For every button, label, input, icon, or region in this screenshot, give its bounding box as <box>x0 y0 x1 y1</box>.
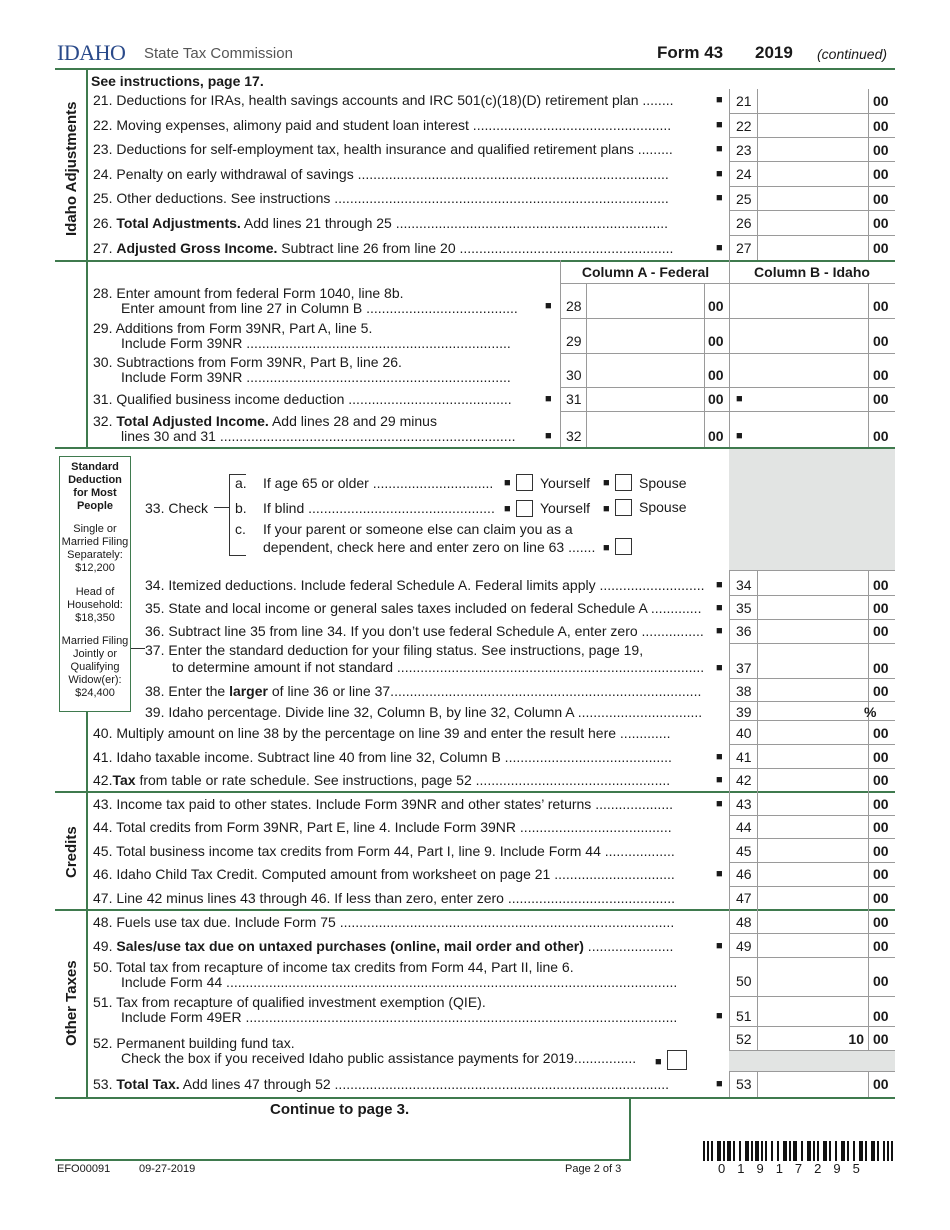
line-39: 39. Idaho percentage. Divide line 32, Column B, by line 32, Column A ................................ <box>145 704 703 720</box>
agency-name: State Tax Commission <box>144 45 293 62</box>
box-47: 47 <box>736 890 752 906</box>
cents-43: 00 <box>873 796 889 812</box>
box-31: 31 <box>566 391 582 407</box>
cents-23: 00 <box>873 142 889 158</box>
form-date: 09-27-2019 <box>139 1163 196 1175</box>
idaho-logo: IDAHO <box>57 40 126 65</box>
section-label-other-taxes: Other Taxes <box>63 960 80 1046</box>
column-b-header: Column B - Idaho <box>754 264 870 280</box>
box-46: 46 <box>736 866 752 882</box>
line-37: 37. Enter the standard deduction for your filing status. See instructions, page 19, <box>145 642 644 658</box>
checkbox-52-public-assistance[interactable] <box>667 1050 687 1070</box>
line-33: 33. Check <box>145 500 209 516</box>
amount-31a-input[interactable] <box>588 389 702 409</box>
amount-45-input[interactable] <box>759 840 867 861</box>
amount-34-input[interactable] <box>759 572 867 594</box>
amount-46-input[interactable] <box>759 864 867 885</box>
box-53: 53 <box>736 1076 752 1092</box>
cents-32b: 00 <box>873 428 889 444</box>
box-36: 36 <box>736 623 752 639</box>
line-28: 28. Enter amount from federal Form 1040, line 8b. <box>93 285 404 301</box>
cents-30a: 00 <box>708 367 724 383</box>
line-29: 29. Additions from Form 39NR, Part A, line 5. <box>93 320 373 336</box>
box-24: 24 <box>736 166 752 182</box>
barcode-digits: 01917295 <box>718 1161 872 1176</box>
amount-29a-input[interactable] <box>588 320 702 351</box>
cents-24: 00 <box>873 166 889 182</box>
box-29: 29 <box>566 333 582 349</box>
line-41: 41. Idaho taxable income. Subtract line 40 from line 32, Column B ........................................... <box>93 749 672 765</box>
box-38: 38 <box>736 683 752 699</box>
amount-28b-input[interactable] <box>731 285 866 316</box>
amount-43-input[interactable] <box>759 793 867 814</box>
box-27: 27 <box>736 240 752 256</box>
checkbox-33b-yourself[interactable] <box>516 500 533 517</box>
box-28: 28 <box>566 298 582 314</box>
column-a-header: Column A - Federal <box>581 264 710 280</box>
amount-42-input[interactable] <box>759 770 867 790</box>
cents-52: 00 <box>873 1031 889 1047</box>
line-50-cont: Include Form 44 .................................................................................................................... <box>121 974 678 990</box>
cents-21: 00 <box>873 93 889 109</box>
cents-49: 00 <box>873 938 889 954</box>
line-32-cont: lines 30 and 31 ............................................................................ <box>121 428 516 444</box>
box-50: 50 <box>736 973 752 989</box>
cents-44: 00 <box>873 819 889 835</box>
line-32: 32. Total Adjusted Income. Add lines 28 and 29 minus <box>93 413 437 429</box>
cents-47: 00 <box>873 890 889 906</box>
cents-46: 00 <box>873 866 889 882</box>
line-38: 38. Enter the larger of line 36 or line 37................................................................................ <box>145 683 702 699</box>
box-45: 45 <box>736 843 752 859</box>
std-single: Single or Married Filing Separately: $12,200 <box>61 523 129 574</box>
amount-51-input[interactable] <box>759 998 867 1025</box>
line-44: 44. Total credits from Form 39NR, Part E, line 4. Include Form 39NR ....................................... <box>93 819 672 835</box>
form-code: EFO00091 <box>57 1163 111 1175</box>
line-23: 23. Deductions for self-employment tax, health insurance and qualified retirement plans ......... <box>93 141 673 157</box>
line-51: 51. Tax from recapture of qualified investment exemption (QIE). <box>93 994 486 1010</box>
box-52: 52 <box>736 1031 752 1047</box>
line-43: 43. Income tax paid to other states. Include Form 39NR and other states’ returns .................... <box>93 796 673 812</box>
box-49: 49 <box>736 938 752 954</box>
cents-38: 00 <box>873 683 889 699</box>
checkbox-33a-yourself[interactable] <box>516 474 533 491</box>
line-50: 50. Total tax from recapture of income tax credits from Form 44, Part II, line 6. <box>93 959 574 975</box>
line-21: 21. Deductions for IRAs, health savings accounts and IRC 501(c)(18)(D) retirement plan ........ <box>93 92 674 108</box>
line-27: 27. Adjusted Gross Income. Subtract line 26 from line 20 ....................................................... <box>93 240 674 256</box>
line-24: 24. Penalty on early withdrawal of savings ................................................................................ <box>93 166 669 182</box>
cents-31a: 00 <box>708 391 724 407</box>
line-33c-letter: c. <box>235 521 246 537</box>
barcode-icon <box>703 1141 893 1161</box>
line-53: 53. Total Tax. Add lines 47 through 52 ...................................................................................... <box>93 1076 670 1092</box>
cents-30b: 00 <box>873 367 889 383</box>
line-51-cont: Include Form 49ER ............................................................................................................... <box>121 1009 678 1025</box>
amount-27-input[interactable] <box>759 236 867 258</box>
continue-text: Continue to page 3. <box>270 1101 410 1118</box>
box-37: 37 <box>736 660 752 676</box>
cents-28a: 00 <box>708 298 724 314</box>
line-33b-text: If blind ................................................ <box>263 500 495 516</box>
line-33c-text-cont: dependent, check here and enter zero on line 63 ....... <box>263 539 596 555</box>
line-35: 35. State and local income or general sales taxes included on federal Schedule A ............. <box>145 600 702 616</box>
box-34: 34 <box>736 577 752 593</box>
amount-47-input[interactable] <box>759 888 867 908</box>
cents-25: 00 <box>873 191 889 207</box>
line-42: 42.Tax from table or rate schedule. See instructions, page 52 .................................................. <box>93 772 671 788</box>
amount-30a-input[interactable] <box>588 355 702 385</box>
cents-29b: 00 <box>873 333 889 349</box>
std-head-of-household: Head of Household: $18,350 <box>67 586 123 624</box>
cents-48: 00 <box>873 914 889 930</box>
cents-37: 00 <box>873 660 889 676</box>
box-42: 42 <box>736 772 752 788</box>
box-51: 51 <box>736 1008 752 1024</box>
amount-50-input[interactable] <box>759 959 867 995</box>
amount-32b-input[interactable] <box>748 413 866 445</box>
checkbox-33a-spouse[interactable] <box>615 474 632 491</box>
cents-53: 00 <box>873 1076 889 1092</box>
page-number: Page 2 of 3 <box>565 1163 622 1175</box>
amount-48-input[interactable] <box>759 911 867 932</box>
box-39: 39 <box>736 704 752 720</box>
line-37-cont: to determine amount if not standard ............................................................................... <box>172 659 705 675</box>
checkbox-33b-spouse[interactable] <box>615 499 632 516</box>
shaded-area-52 <box>729 1051 895 1071</box>
box-30: 30 <box>566 367 582 383</box>
box-41: 41 <box>736 749 752 765</box>
amount-26-input[interactable] <box>759 211 867 233</box>
line-30-cont: Include Form 39NR .................................................................... <box>121 369 511 385</box>
amount-49-input[interactable] <box>759 935 867 956</box>
amount-22-input[interactable] <box>759 114 867 136</box>
box-22: 22 <box>736 118 752 134</box>
std-married-joint: Married Filing Jointly or Qualifying Widow(er): $24,400 <box>61 635 129 699</box>
box-23: 23 <box>736 142 752 158</box>
line-40: 40. Multiply amount on line 38 by the percentage on line 39 and enter the result here ............. <box>93 725 671 741</box>
amount-38-input[interactable] <box>759 680 867 700</box>
shaded-area-33 <box>729 449 895 570</box>
amount-28a-input[interactable] <box>588 285 702 316</box>
box-32: 32 <box>566 428 582 444</box>
box-35: 35 <box>736 600 752 616</box>
amount-52-value: 10 <box>848 1031 864 1047</box>
amount-41-input[interactable] <box>759 746 867 767</box>
cents-26: 00 <box>873 215 889 231</box>
line-33a-text: If age 65 or older ............................... <box>263 475 494 491</box>
line-52-cont: Check the box if you received Idaho public assistance payments for 2019................ <box>121 1050 637 1066</box>
cents-36: 00 <box>873 623 889 639</box>
amount-30b-input[interactable] <box>731 355 866 385</box>
line-49: 49. Sales/use tax due on untaxed purchases (online, mail order and other) ...................... <box>93 938 674 954</box>
amount-35-input[interactable] <box>759 597 867 618</box>
line-34: 34. Itemized deductions. Include federal Schedule A. Federal limits apply ........................... <box>145 577 705 593</box>
cents-50: 00 <box>873 973 889 989</box>
cents-29a: 00 <box>708 333 724 349</box>
cents-51: 00 <box>873 1008 889 1024</box>
label-33b-yourself: Yourself <box>540 500 591 516</box>
section-label-credits: Credits <box>63 826 80 878</box>
amount-37-input[interactable] <box>759 645 867 677</box>
cents-31b: 00 <box>873 391 889 407</box>
cents-28b: 00 <box>873 298 889 314</box>
line-33c-text: If your parent or someone else can claim you as a <box>263 521 573 537</box>
instructions-note: See instructions, page 17. <box>91 73 264 89</box>
amount-44-input[interactable] <box>759 817 867 837</box>
amount-21-input[interactable] <box>759 90 867 112</box>
line-48: 48. Fuels use tax due. Include Form 75 ...................................................................................... <box>93 914 675 930</box>
amount-24-input[interactable] <box>759 162 867 184</box>
amount-29b-input[interactable] <box>731 320 866 351</box>
line-30: 30. Subtractions from Form 39NR, Part B, line 26. <box>93 354 402 370</box>
line-22: 22. Moving expenses, alimony paid and student loan interest ................................................... <box>93 117 672 133</box>
line-29-cont: Include Form 39NR .................................................................... <box>121 335 511 351</box>
line-31: 31. Qualified business income deduction .......................................... <box>93 391 512 407</box>
line-47: 47. Line 42 minus lines 43 through 46. If less than zero, enter zero ........................................... <box>93 890 676 906</box>
cents-35: 00 <box>873 600 889 616</box>
continued-label: (continued) <box>817 46 888 62</box>
line-36: 36. Subtract line 35 from line 34. If you don’t use federal Schedule A, enter zero ................ <box>145 623 704 639</box>
box-48: 48 <box>736 914 752 930</box>
amount-53-input[interactable] <box>759 1073 867 1095</box>
percent-39-sign: % <box>864 704 877 720</box>
cents-22: 00 <box>873 118 889 134</box>
cents-32a: 00 <box>708 428 724 444</box>
cents-41: 00 <box>873 749 889 765</box>
label-33a-yourself: Yourself <box>540 475 591 491</box>
line-28-cont: Enter amount from line 27 in Column B ....................................... <box>121 300 518 316</box>
form-label: Form 43 <box>657 43 724 62</box>
label-33a-spouse: Spouse <box>639 475 687 491</box>
line-33a-letter: a. <box>235 475 247 491</box>
line-25: 25. Other deductions. See instructions ...................................................................................... <box>93 190 669 206</box>
box-44: 44 <box>736 819 752 835</box>
cents-40: 00 <box>873 725 889 741</box>
std-deduction-title: Standard Deduction for Most People <box>68 461 122 512</box>
box-21: 21 <box>736 93 752 109</box>
box-25: 25 <box>736 191 752 207</box>
line-33b-letter: b. <box>235 500 247 516</box>
amount-31b-input[interactable] <box>748 389 866 409</box>
line-26: 26. Total Adjustments. Add lines 21 through 25 ...................................................................... <box>93 215 668 231</box>
label-33b-spouse: Spouse <box>639 499 687 515</box>
amount-25-input[interactable] <box>759 187 867 209</box>
box-43: 43 <box>736 796 752 812</box>
amount-40-input[interactable] <box>759 722 867 743</box>
cents-42: 00 <box>873 772 889 788</box>
checkbox-33c-dependent[interactable] <box>615 538 632 555</box>
line-46: 46. Idaho Child Tax Credit. Computed amount from worksheet on page 21 ............................... <box>93 866 675 882</box>
amount-32a-input[interactable] <box>588 413 702 445</box>
section-label-adjustments: Idaho Adjustments <box>63 101 80 236</box>
amount-36-input[interactable] <box>759 621 867 642</box>
cents-45: 00 <box>873 843 889 859</box>
line-52: 52. Permanent building fund tax. <box>93 1035 295 1051</box>
line-45: 45. Total business income tax credits from Form 44, Part I, line 9. Include Form 44 .................. <box>93 843 675 859</box>
form-year: 2019 <box>755 43 793 62</box>
cents-34: 00 <box>873 577 889 593</box>
cents-27: 00 <box>873 240 889 256</box>
box-40: 40 <box>736 725 752 741</box>
amount-23-input[interactable] <box>759 138 867 160</box>
box-26: 26 <box>736 215 752 231</box>
